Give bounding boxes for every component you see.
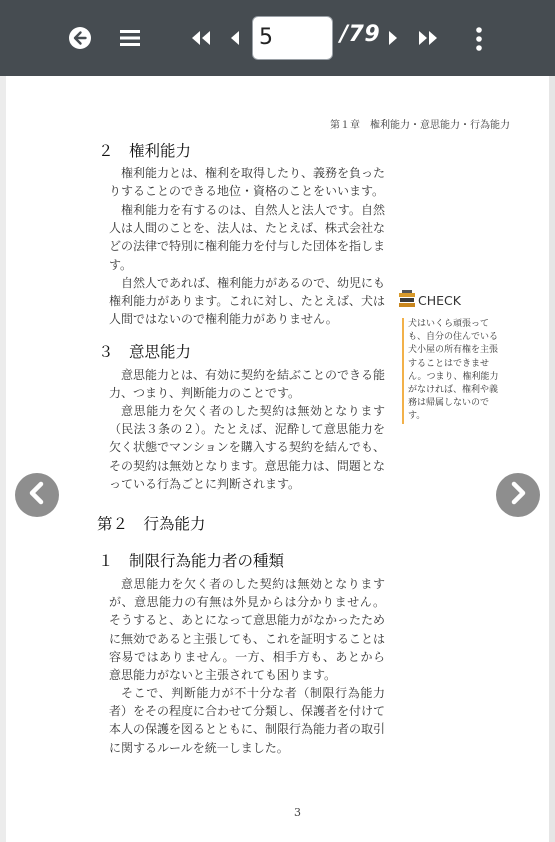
- paragraph: 意思能力とは、有効に契約を結ぶことのできる能力、つまり、判断能力のことです。: [109, 368, 386, 401]
- next-page-icon[interactable]: [387, 29, 399, 47]
- previous-page-icon[interactable]: [229, 29, 241, 47]
- paragraph: 権利能力とは、権利を取得したり、義務を負ったりすることのできる地位・資格のことをいいます。: [109, 166, 386, 199]
- paragraph: 意思能力を欠く者のした契約は無効となりますが、意思能力の有無は外見からは分かりません。そうすると、あとになって意思能力がなかったために無効であると主張しても、これを証明することは容易ではありません。一方、相手方も、あとから意思能力がないと主張されても困ります。: [109, 577, 386, 683]
- paragraph: そこで、判断能力が不十分な者（制限行為能力者）をその程度に合わせて分類し、保護者を付けて本人の保護を図るとともに、制限行為能力者の取引に関するルールを統一しました。: [109, 686, 386, 755]
- chapter-heading: 第２ 行為能力: [97, 515, 206, 533]
- sidebar-title: CHECK: [418, 293, 461, 308]
- paragraph: 権利能力を有するのは、自然人と法人です。自然人は人間のことを、法人は、たとえば、株式会社などの法律で特別に権利能力を付与した団体を指します。: [109, 203, 386, 272]
- previous-page-button[interactable]: [15, 473, 59, 517]
- page-margin-right: [549, 76, 555, 842]
- first-page-icon[interactable]: [190, 29, 212, 47]
- page-number: 3: [294, 806, 301, 819]
- paragraph: 意思能力を欠く者のした契約は無効となります（民法３条の２）。たとえば、泥酔して意思能力を欠く状態でマンションを購入する契約を結んでも、その契約は無効となります。意思能力は、問題となっている行為ごとに判断されます。: [109, 404, 385, 491]
- next-page-button[interactable]: [496, 473, 540, 517]
- chevron-right-icon: [508, 481, 528, 509]
- back-arrow-icon[interactable]: [68, 26, 92, 50]
- page-total-label: /79: [340, 22, 381, 47]
- books-icon: [399, 290, 415, 308]
- section-heading: ３ 意思能力: [98, 343, 192, 361]
- menu-icon[interactable]: [119, 28, 141, 48]
- section-heading: １ 制限行為能力者の種類: [98, 552, 285, 570]
- paragraph: 自然人であれば、権利能力があるので、幼児にも権利能力があります。これに対し、たとえば、犬は人間ではないので権利能力がありません。: [109, 276, 385, 327]
- page-number-input[interactable]: 5: [252, 16, 333, 60]
- more-options-icon[interactable]: [473, 26, 485, 52]
- chevron-left-icon: [27, 481, 47, 509]
- reader-toolbar: [0, 0, 555, 76]
- sidebar-note: 犬はいくら頑張っても、自分の住んでいる犬小屋の所有権を主張することはできません。つまり、権利能力がなければ、権利や義務は帰属しないのです。: [402, 318, 506, 424]
- section-heading: ２ 権利能力: [98, 142, 192, 160]
- last-page-icon[interactable]: [417, 29, 439, 47]
- running-head: 第１章 権利能力・意思能力・行為能力: [330, 120, 510, 131]
